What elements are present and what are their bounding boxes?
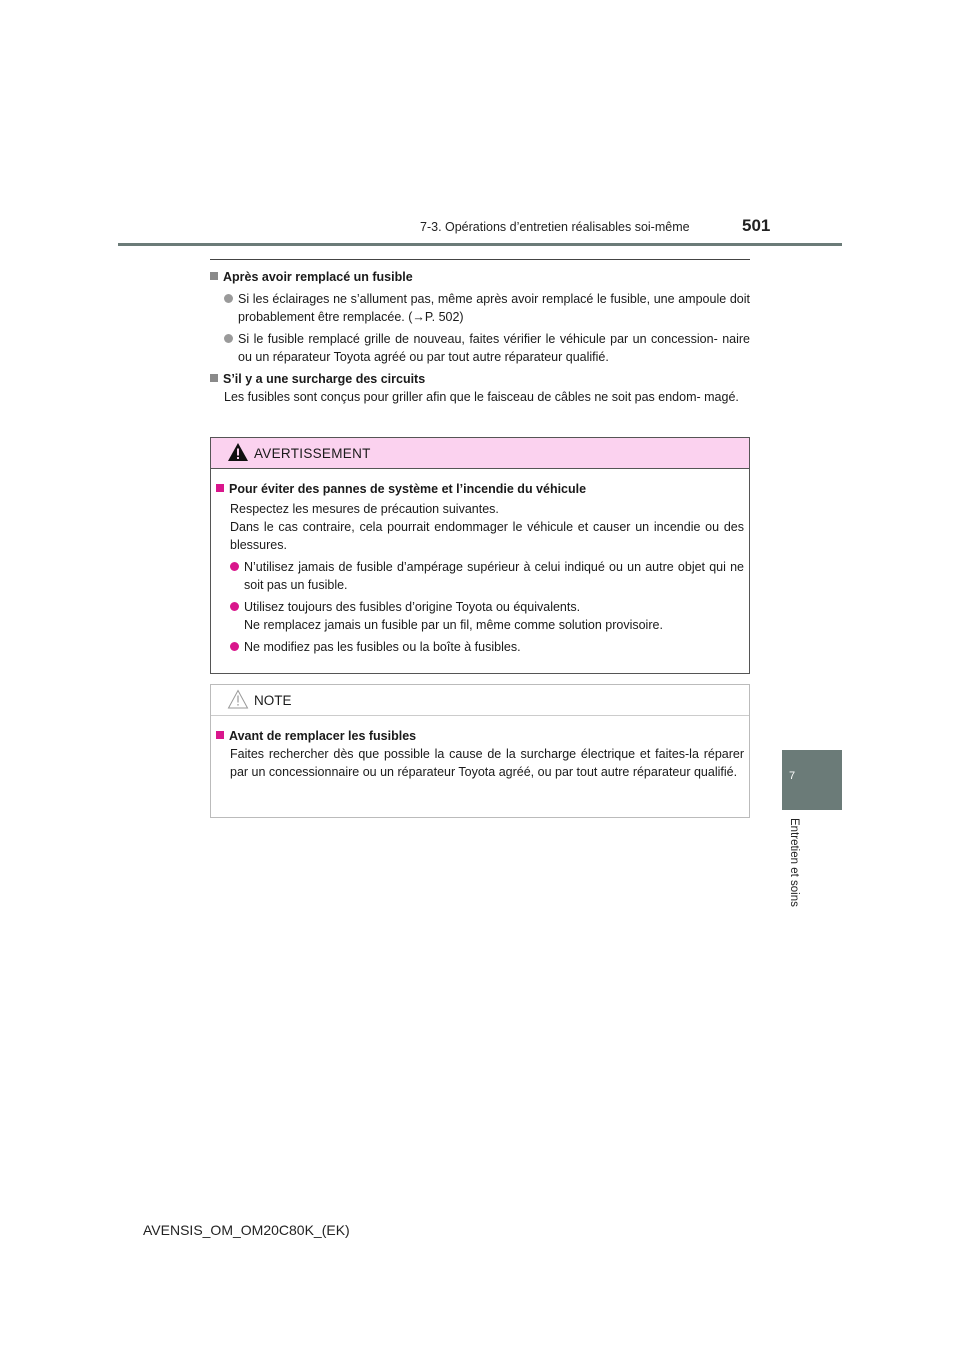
warning-bullet: Utilisez toujours des fusibles d’origine Toyota ou équivalents. Ne remplacez jamais un fusible par un fil, même comme solution provisoire. bbox=[216, 598, 744, 634]
warning-box bbox=[210, 437, 750, 674]
section-overload bbox=[210, 370, 750, 406]
square-bullet-icon bbox=[216, 484, 224, 492]
note-header bbox=[211, 685, 749, 716]
round-bullet-icon bbox=[224, 294, 233, 303]
bullet-item: Si les éclairages ne s’allument pas, même après avoir remplacé le fusible, une ampoule doit probablement être remplacée. (→P. 502) bbox=[210, 290, 750, 326]
chapter-label-wrap bbox=[782, 818, 808, 928]
bullet-item: Si le fusible remplacé grille de nouveau, faites vérifier le véhicule par un concession- naire ou un réparateur Toyota agréé ou par tout autre réparateur qualifié. bbox=[210, 330, 750, 366]
chapter-label: Entretien et soins bbox=[788, 818, 800, 907]
warning-intro: Dans le cas contraire, cela pourrait endommager le véhicule et causer un incendie ou des blessures. bbox=[230, 520, 744, 552]
content-top-rule bbox=[210, 259, 750, 260]
document-code: AVENSIS_OM_OM20C80K_(EK) bbox=[143, 1222, 350, 1238]
warning-intro: Respectez les mesures de précaution suivantes. bbox=[230, 502, 499, 516]
note-box bbox=[210, 684, 750, 818]
warning-title: AVERTISSEMENT bbox=[254, 446, 371, 461]
warning-bullet: Ne modifiez pas les fusibles ou la boîte à fusibles. bbox=[216, 638, 744, 656]
square-bullet-icon bbox=[210, 272, 218, 280]
section-after-replace bbox=[210, 268, 750, 366]
note-title: NOTE bbox=[254, 693, 292, 708]
round-bullet-icon bbox=[230, 562, 239, 571]
round-bullet-icon bbox=[224, 334, 233, 343]
square-bullet-icon bbox=[210, 374, 218, 382]
note-heading: Avant de remplacer les fusibles bbox=[216, 727, 744, 745]
warning-body bbox=[216, 480, 744, 656]
caution-triangle-icon bbox=[227, 689, 249, 709]
chapter-number: 7 bbox=[788, 770, 796, 782]
warning-triangle-icon bbox=[227, 442, 249, 462]
note-body bbox=[216, 727, 744, 781]
page-number: 501 bbox=[742, 216, 771, 235]
running-header: 7-3. Opérations d’entretien réalisables soi-même bbox=[420, 220, 690, 234]
note-text: Faites rechercher dès que possible la cause de la surcharge électrique et faites-la réparer par un concessionnaire ou un réparateur Toyota agréé, ou par tout autre réparateur qualifié. bbox=[230, 747, 744, 779]
section-text: Les fusibles sont conçus pour griller afin que le faisceau de câbles ne soit pas endom- magé. bbox=[224, 390, 739, 404]
round-bullet-icon bbox=[230, 642, 239, 651]
warning-heading: Pour éviter des pannes de système et l’incendie du véhicule bbox=[216, 480, 744, 498]
section-heading: S’il y a une surcharge des circuits bbox=[210, 370, 750, 388]
round-bullet-icon bbox=[230, 602, 239, 611]
header-rule bbox=[118, 243, 842, 246]
warning-header bbox=[211, 438, 749, 469]
square-bullet-icon bbox=[216, 731, 224, 739]
section-heading: Après avoir remplacé un fusible bbox=[210, 268, 750, 286]
warning-bullet: N’utilisez jamais de fusible d’ampérage supérieur à celui indiqué ou un autre objet qui ne soit pas un fusible. bbox=[216, 558, 744, 594]
